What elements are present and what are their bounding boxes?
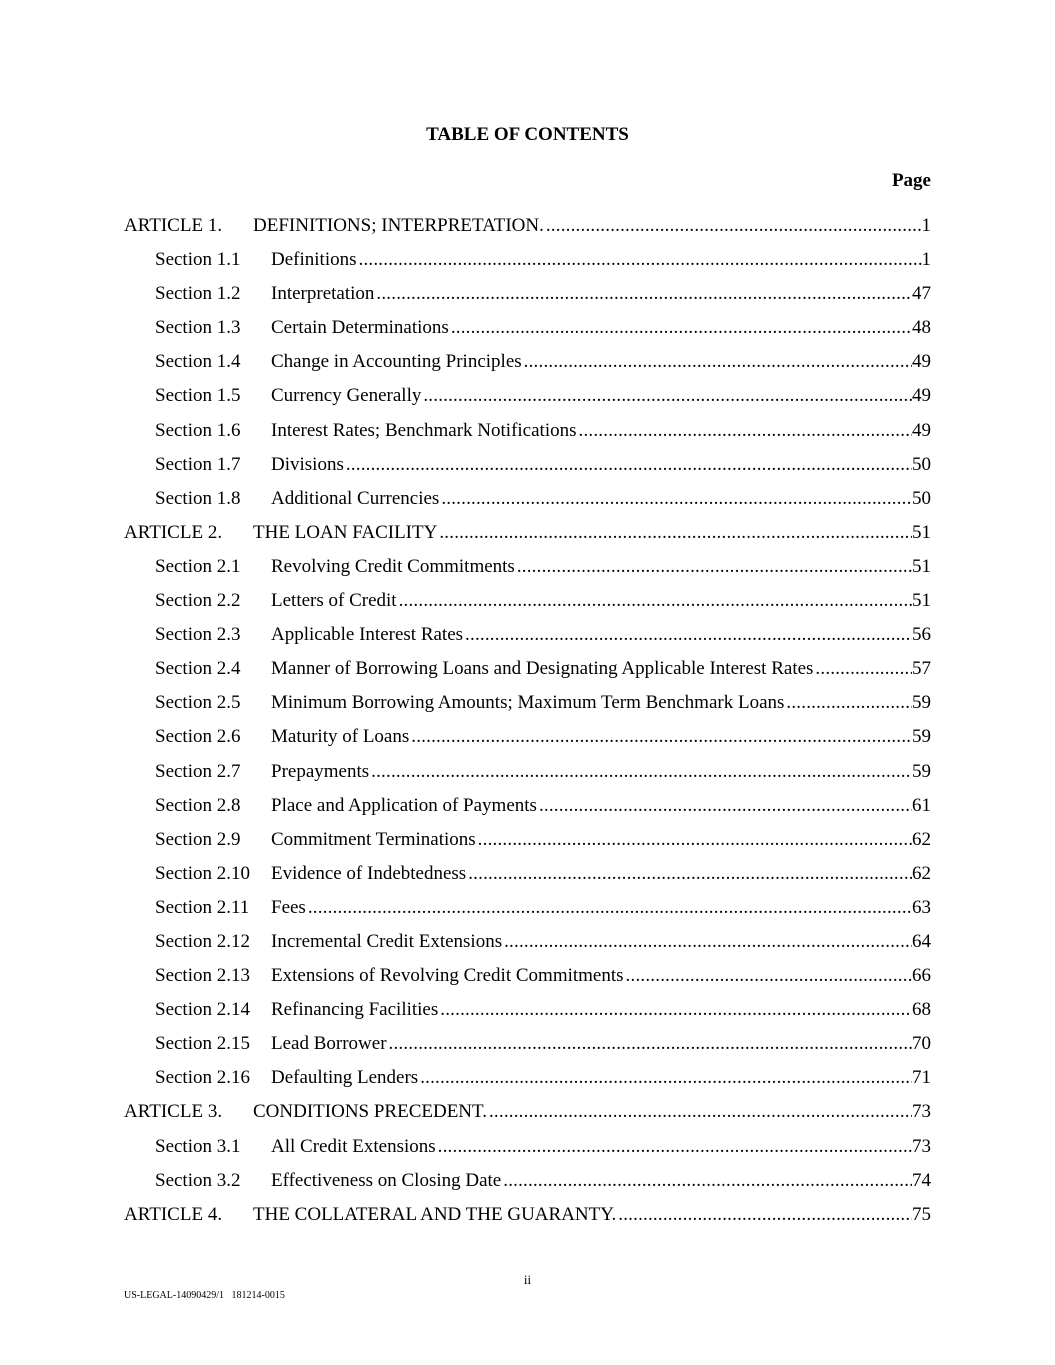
toc-entry-number: Section 2.2 xyxy=(155,590,241,612)
toc-section-row[interactable] xyxy=(124,414,931,448)
toc-section-row[interactable] xyxy=(124,482,931,516)
page-column-label: Page xyxy=(891,170,931,191)
toc-entry-page: 68 xyxy=(912,999,931,1021)
footer-page-number: ii xyxy=(523,1272,532,1287)
toc-entry-title: Letters of Credit xyxy=(271,590,397,612)
toc-entry-number: Section 2.1 xyxy=(155,555,241,577)
toc-dot-leader xyxy=(440,993,912,1027)
toc-entry-number: Section 2.13 xyxy=(155,965,250,987)
toc-entry-title: Effectiveness on Closing Date xyxy=(271,1169,502,1191)
toc-entry-title: Applicable Interest Rates xyxy=(271,624,464,646)
toc-entry-number: Section 2.15 xyxy=(155,1033,250,1055)
toc-dot-leader xyxy=(423,379,912,413)
toc-entry-page: 63 xyxy=(912,896,931,918)
toc-entry-title: Change in Accounting Principles xyxy=(271,351,522,373)
toc-entry-page: 47 xyxy=(912,283,931,305)
toc-entry-number: Section 3.2 xyxy=(155,1169,241,1191)
toc-dot-leader xyxy=(371,755,912,789)
toc-dot-leader xyxy=(438,1130,912,1164)
toc-section-row[interactable] xyxy=(124,959,931,993)
toc-entry-number: Section 2.9 xyxy=(155,828,241,850)
toc-dot-leader xyxy=(503,1164,912,1198)
toc-entry-page: 59 xyxy=(912,692,931,714)
toc-entry-page: 50 xyxy=(912,453,931,475)
toc-entry-page: 49 xyxy=(912,351,931,373)
toc-dot-leader xyxy=(618,1198,912,1232)
toc-entry-page: 64 xyxy=(912,930,931,952)
toc-section-row[interactable] xyxy=(124,823,931,857)
toc-section-row[interactable] xyxy=(124,755,931,789)
toc-section-row[interactable] xyxy=(124,277,931,311)
toc-entry-title: Revolving Credit Commitments xyxy=(271,555,515,577)
toc-entry-number: Section 3.1 xyxy=(155,1135,241,1157)
toc-entry-page: 49 xyxy=(912,419,931,441)
toc-entry-number: Section 1.5 xyxy=(155,385,241,407)
toc-entry-page: 59 xyxy=(912,760,931,782)
toc-dot-leader xyxy=(465,618,912,652)
toc-entry-page: 75 xyxy=(912,1203,931,1225)
toc-entry-page: 62 xyxy=(912,828,931,850)
toc-dot-leader xyxy=(786,686,912,720)
toc-entry-page: 66 xyxy=(912,965,931,987)
toc-section-row[interactable] xyxy=(124,720,931,754)
toc-entry-title: Commitment Terminations xyxy=(271,828,476,850)
toc-entry-number: Section 2.5 xyxy=(155,692,241,714)
toc-entry-number: Section 2.6 xyxy=(155,726,241,748)
toc-entry-page: 56 xyxy=(912,624,931,646)
toc-section-row[interactable] xyxy=(124,345,931,379)
toc-entry-title: CONDITIONS PRECEDENT. xyxy=(253,1101,487,1123)
toc-dot-leader xyxy=(359,243,922,277)
toc-dot-leader xyxy=(524,345,912,379)
toc-entry-title: THE LOAN FACILITY xyxy=(253,521,438,543)
toc-section-row[interactable] xyxy=(124,311,931,345)
toc-dot-leader xyxy=(346,448,912,482)
toc-entry-number: Section 2.14 xyxy=(155,999,250,1021)
toc-section-row[interactable] xyxy=(124,1027,931,1061)
toc-section-row[interactable] xyxy=(124,891,931,925)
toc-entry-page: 70 xyxy=(912,1033,931,1055)
toc-entry-title: THE COLLATERAL AND THE GUARANTY. xyxy=(253,1203,617,1225)
toc-article-row[interactable] xyxy=(124,516,931,550)
toc-section-row[interactable] xyxy=(124,1164,931,1198)
toc-entry-title: Interpretation xyxy=(271,283,375,305)
toc-entry-title: Defaulting Lenders xyxy=(271,1067,419,1089)
toc-entry-number: Section 2.16 xyxy=(155,1067,250,1089)
toc-dot-leader xyxy=(517,550,912,584)
toc-entry-number: Section 1.3 xyxy=(155,317,241,339)
toc-section-row[interactable] xyxy=(124,993,931,1027)
toc-entry-title: Lead Borrower xyxy=(271,1033,387,1055)
toc-entry-number: Section 2.12 xyxy=(155,930,250,952)
toc-dot-leader xyxy=(441,482,912,516)
toc-section-row[interactable] xyxy=(124,618,931,652)
toc-entry-title: Refinancing Facilities xyxy=(271,999,439,1021)
footer-document-id-text: US-LEGAL-14090429/1 181214-0015 xyxy=(124,1290,285,1301)
toc-entry-title: Definitions xyxy=(271,249,357,271)
toc-entry-title: Minimum Borrowing Amounts; Maximum Term Benchmark Loans xyxy=(271,692,785,714)
toc-section-row[interactable] xyxy=(124,448,931,482)
toc-entry-number: Section 1.8 xyxy=(155,487,241,509)
toc-entry-page: 50 xyxy=(912,487,931,509)
toc-entry-page: 74 xyxy=(912,1169,931,1191)
toc-entry-page: 57 xyxy=(912,658,931,680)
toc-entry-number: Section 1.7 xyxy=(155,453,241,475)
table-of-contents xyxy=(124,209,931,1232)
toc-section-row[interactable] xyxy=(124,652,931,686)
toc-entry-page: 73 xyxy=(912,1135,931,1157)
toc-entry-page: 59 xyxy=(912,726,931,748)
toc-dot-leader xyxy=(420,1061,912,1095)
toc-entry-title: Manner of Borrowing Loans and Designating Applicable Interest Rates xyxy=(271,658,814,680)
footer-document-id xyxy=(124,1290,285,1301)
toc-entry-number: ARTICLE 1. xyxy=(124,215,223,236)
toc-entry-page: 61 xyxy=(912,794,931,816)
toc-section-row[interactable] xyxy=(124,550,931,584)
toc-entry-title: Currency Generally xyxy=(271,385,422,407)
toc-article-row[interactable] xyxy=(124,1198,931,1232)
toc-entry-number: Section 2.7 xyxy=(155,760,241,782)
toc-dot-leader xyxy=(439,516,912,550)
toc-entry-title: Extensions of Revolving Credit Commitments xyxy=(271,965,624,987)
toc-entry-title: Fees xyxy=(271,896,306,918)
toc-dot-leader xyxy=(539,789,912,823)
toc-section-row[interactable] xyxy=(124,584,931,618)
toc-dot-leader xyxy=(389,1027,912,1061)
toc-entry-title: Place and Application of Payments xyxy=(271,794,537,816)
toc-section-row[interactable] xyxy=(124,243,931,277)
toc-section-row[interactable] xyxy=(124,686,931,720)
toc-entry-title: Interest Rates; Benchmark Notifications xyxy=(271,419,577,441)
toc-dot-leader xyxy=(626,959,912,993)
toc-entry-page: 48 xyxy=(912,317,931,339)
toc-section-row[interactable] xyxy=(124,789,931,823)
toc-article-row[interactable] xyxy=(124,1095,931,1129)
toc-section-row[interactable] xyxy=(124,857,931,891)
toc-entry-page: 73 xyxy=(912,1101,931,1123)
toc-entry-number: Section 1.2 xyxy=(155,283,241,305)
toc-entry-title: All Credit Extensions xyxy=(271,1135,436,1157)
toc-entry-number: ARTICLE 2. xyxy=(124,521,223,543)
toc-section-row[interactable] xyxy=(124,1130,931,1164)
toc-entry-page: 62 xyxy=(912,862,931,884)
toc-entry-number: Section 2.11 xyxy=(155,896,250,918)
toc-entry-page: 51 xyxy=(912,590,931,612)
toc-entry-title: Incremental Credit Extensions xyxy=(271,930,503,952)
toc-entry-number: Section 1.6 xyxy=(155,419,241,441)
toc-entry-title: Prepayments xyxy=(271,760,370,782)
toc-entry-number: Section 2.4 xyxy=(155,658,241,680)
toc-dot-leader xyxy=(489,1095,912,1129)
toc-entry-number: Section 2.8 xyxy=(155,794,241,816)
toc-article-row[interactable] xyxy=(124,209,931,243)
toc-section-row[interactable] xyxy=(124,379,931,413)
toc-dot-leader xyxy=(399,584,912,618)
toc-title: TABLE OF CONTENTS xyxy=(426,124,629,145)
toc-entry-page: 1 xyxy=(921,215,931,236)
toc-entry-number: ARTICLE 4. xyxy=(124,1203,223,1225)
toc-entry-title: Evidence of Indebtedness xyxy=(271,862,467,884)
toc-entry-number: Section 1.1 xyxy=(155,249,241,271)
toc-entry-title: Additional Currencies xyxy=(271,487,440,509)
toc-entry-page: 51 xyxy=(912,555,931,577)
toc-dot-leader xyxy=(468,857,912,891)
toc-dot-leader xyxy=(376,277,912,311)
toc-dot-leader xyxy=(308,891,912,925)
toc-entry-page: 71 xyxy=(912,1067,931,1089)
toc-entry-title: DEFINITIONS; INTERPRETATION. xyxy=(253,215,544,236)
toc-dot-leader xyxy=(411,720,912,754)
toc-entry-title: Divisions xyxy=(271,453,344,475)
toc-section-row[interactable] xyxy=(124,925,931,959)
toc-entry-page: 1 xyxy=(921,249,931,271)
toc-dot-leader xyxy=(546,209,922,243)
toc-dot-leader xyxy=(815,652,912,686)
toc-section-row[interactable] xyxy=(124,1061,931,1095)
toc-dot-leader xyxy=(504,925,912,959)
toc-entry-number: Section 2.3 xyxy=(155,624,241,646)
toc-dot-leader xyxy=(478,823,912,857)
toc-entry-title: Certain Determinations xyxy=(271,317,449,339)
toc-entry-number: ARTICLE 3. xyxy=(124,1101,223,1123)
toc-entry-number: Section 1.4 xyxy=(155,351,241,373)
toc-dot-leader xyxy=(451,311,912,345)
toc-entry-page: 51 xyxy=(912,521,931,543)
toc-entry-page: 49 xyxy=(912,385,931,407)
toc-entry-number: Section 2.10 xyxy=(155,862,250,884)
toc-entry-title: Maturity of Loans xyxy=(271,726,410,748)
toc-dot-leader xyxy=(579,414,913,448)
